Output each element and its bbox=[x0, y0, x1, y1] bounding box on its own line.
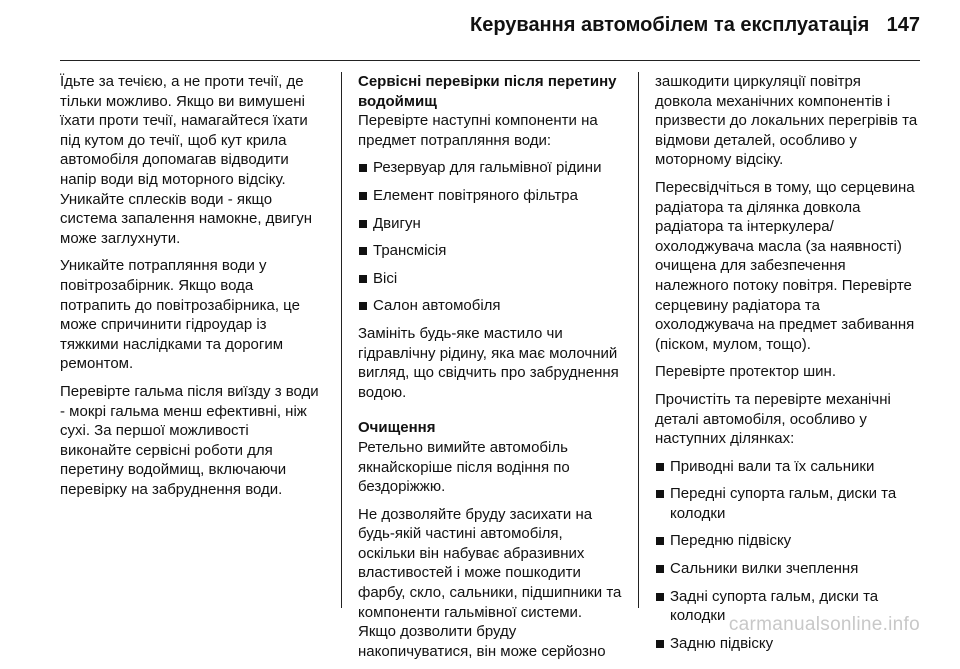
list-item: Вісі bbox=[358, 269, 622, 289]
paragraph: Ретельно вимийте автомобіль якнайскоріше після водіння по бездоріжжю. bbox=[358, 438, 570, 496]
column-divider bbox=[341, 72, 342, 608]
checklist bbox=[358, 158, 622, 316]
list-item: Елемент повітряного фільтра bbox=[358, 186, 622, 206]
paragraph: Перевірте гальма після виїзду з води - мокрі гальма менш ефективні, ніж сухі. За першої можливості виконайте сервісні роботи для перетину водоймищ, включаючи перевірку на забруднення води. bbox=[60, 382, 319, 498]
paragraph: Пересвідчіться в тому, що серцевина радіатора та ділянка довкола радіатора та інтеркулера/ охолоджувача масла (за наявності) очищена для забезпечення належного потоку повітря. Перевірте серцевину радіатора та охолоджувача на предмет забивання (піском, мулом, тощо). bbox=[655, 178, 915, 353]
paragraph: Прочистіть та перевірте механічні деталі автомобіля, особливо у наступних ділянках: bbox=[655, 390, 891, 448]
column-right bbox=[655, 72, 921, 661]
list-item: Передні супорта гальм, диски та колодки bbox=[655, 484, 921, 523]
page-number: 147 bbox=[886, 14, 920, 36]
paragraph: Їдьте за течією, а не проти течії, де тільки можливо. Якщо ви вимушені їхати проти течії, намагайтеся їхати під кутом до течії, щоб кут крила автомобіля допомагав відводити напір води від моторного відсіку. Уникайте сплесків води - якщо система запалення намокне, двигун може заглухнути. bbox=[60, 73, 313, 247]
paragraph: зашкодити циркуляції повітря довкола механічних компонентів і призвести до локальних перегрівів та відмови деталей, особливо у моторному відсіку. bbox=[655, 73, 918, 169]
watermark: carmanualsonline.info bbox=[728, 614, 920, 635]
paragraph: Перевірте наступні компоненти на предмет потрапляння води: bbox=[358, 112, 598, 149]
page-title: Керування автомобілем та експлуатація bbox=[470, 14, 870, 36]
column-divider bbox=[638, 72, 639, 608]
list-item: Двигун bbox=[358, 214, 622, 234]
column-middle bbox=[358, 72, 622, 669]
list-item: Передню підвіску bbox=[655, 531, 921, 551]
section-heading: Сервісні перевірки після перетину водоймищ bbox=[358, 73, 617, 110]
paragraph: Перевірте протектор шин. bbox=[655, 363, 837, 381]
column-left bbox=[60, 72, 324, 507]
header-rule bbox=[60, 60, 920, 61]
list-item: Задню підвіску bbox=[655, 634, 921, 654]
list-item: Трансмісія bbox=[358, 241, 622, 261]
section-heading: Очищення bbox=[358, 419, 436, 437]
paragraph: Не дозволяйте бруду засихати на будь-якій частині автомобіля, оскільки він набуває абразивних властивостей і може пошкодити фарбу, скло, сальники, підшипники та компоненти гальмівної системи. Якщо дозволити бруду накопичуватися, він може серйозно bbox=[358, 505, 622, 660]
list-item: Задні супорта гальм, диски та колодки bbox=[655, 587, 921, 626]
list-item: Салон автомобіля bbox=[358, 296, 622, 316]
list-item: Сальники вилки зчеплення bbox=[655, 559, 921, 579]
paragraph: Замініть будь-яке мастило чи гідравлічну рідину, яка має молочний вигляд, що свідчить про забруднення водою. bbox=[358, 324, 619, 401]
list-item: Приводні вали та їх сальники bbox=[655, 457, 921, 477]
paragraph: Уникайте потрапляння води у повітрозабірник. Якщо вода потрапить до повітрозабірника, це може спричинити гідроудар із тяжкими наслідками та дорогим ремонтом. bbox=[60, 257, 300, 373]
list-item: Резервуар для гальмівної рідини bbox=[358, 158, 622, 178]
